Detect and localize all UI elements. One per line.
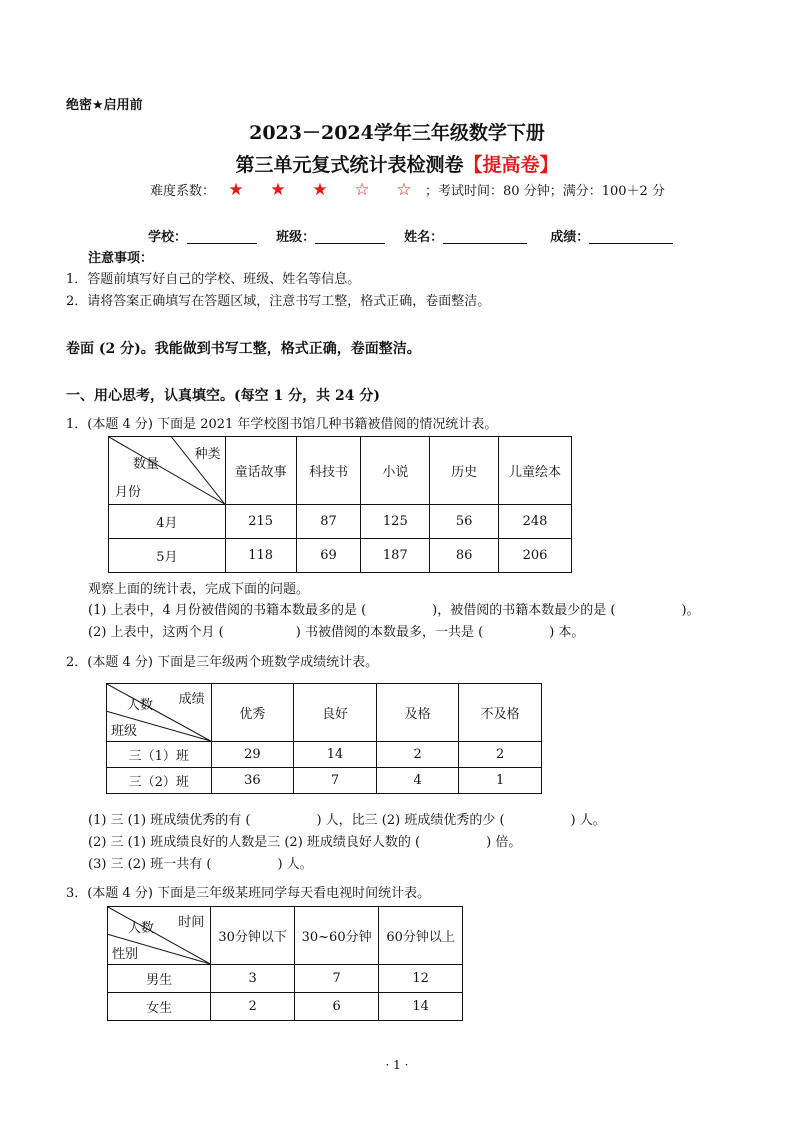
corner-cell bbox=[109, 437, 226, 505]
corner-cell bbox=[107, 684, 212, 742]
column-header: 不及格 bbox=[459, 684, 542, 742]
table-cell: 14 bbox=[294, 742, 377, 768]
corner-top-label: 成绩 bbox=[178, 692, 205, 707]
table-row bbox=[107, 768, 542, 794]
corner-mid-label: 数量 bbox=[133, 457, 160, 472]
class-field[interactable] bbox=[315, 229, 385, 244]
q1-sub2-text: ) 书被借阅的本数最多，一共是 ( bbox=[295, 625, 484, 640]
table-cell: 2 bbox=[376, 742, 459, 768]
table-cell: 69 bbox=[296, 539, 361, 573]
q2-sub2 bbox=[88, 831, 521, 850]
column-header: 儿童绘本 bbox=[499, 437, 572, 505]
table-cell: 4 bbox=[376, 768, 459, 794]
star-outline-icon: ☆ bbox=[396, 180, 412, 200]
name-label: 姓名： bbox=[404, 230, 444, 245]
corner-bottom-label: 性别 bbox=[112, 947, 139, 962]
exam-title: 2023－2024学年三年级数学下册 bbox=[249, 122, 545, 144]
table-row bbox=[109, 505, 572, 539]
table-cell: 1 bbox=[459, 768, 542, 794]
column-header: 60分钟以上 bbox=[379, 907, 463, 965]
row-label: 三（2）班 bbox=[107, 768, 212, 794]
column-header: 小说 bbox=[361, 437, 430, 505]
column-header: 童话故事 bbox=[225, 437, 296, 505]
score-label: 成绩： bbox=[550, 230, 590, 245]
q2-sub1-text: ) 人。 bbox=[570, 813, 606, 828]
row-label: 三（1）班 bbox=[107, 742, 212, 768]
q1-sub1 bbox=[88, 599, 700, 618]
row-label: 男生 bbox=[108, 965, 211, 993]
page-number: · 1 · bbox=[385, 1058, 409, 1072]
score-field[interactable] bbox=[589, 229, 673, 244]
table-cell: 118 bbox=[225, 539, 296, 573]
exam-subtitle bbox=[0, 150, 794, 177]
table-cell: 2 bbox=[459, 742, 542, 768]
note-item: 2．请将答案正确填写在答题区域，注意书写工整，格式正确，卷面整洁。 bbox=[66, 294, 491, 309]
q2-table bbox=[106, 683, 542, 794]
table-cell: 86 bbox=[430, 539, 499, 573]
q2-sub2-text: ) 倍。 bbox=[486, 835, 522, 850]
star-icon: ★ bbox=[270, 180, 286, 200]
table-cell: 215 bbox=[225, 505, 296, 539]
table-cell: 2 bbox=[211, 993, 295, 1021]
q2-sub1-text: ) 人，比三 (2) 班成绩优秀的少 ( bbox=[316, 813, 505, 828]
star-outline-icon: ☆ bbox=[354, 180, 370, 200]
table-row bbox=[108, 965, 463, 993]
q1-sub1-text: )。 bbox=[681, 603, 700, 618]
q1-sub2-text: ) 本。 bbox=[549, 625, 585, 640]
name-field[interactable] bbox=[443, 229, 527, 244]
column-header: 30分钟以下 bbox=[211, 907, 295, 965]
table-row bbox=[107, 742, 542, 768]
star-icon: ★ bbox=[312, 180, 328, 200]
table-row bbox=[109, 539, 572, 573]
column-header: 科技书 bbox=[296, 437, 361, 505]
row-label: 女生 bbox=[108, 993, 211, 1021]
q2-sub2-text: (2) 三 (1) 班成绩良好的人数是三 (2) 班成绩良好人数的 ( bbox=[88, 835, 421, 850]
q1-stem: 1．(本题 4 分) 下面是 2021 年学校图书馆几种书籍被借阅的情况统计表。 bbox=[66, 417, 498, 432]
q2-sub3-text: ) 人。 bbox=[277, 857, 313, 872]
table-cell: 36 bbox=[211, 768, 294, 794]
corner-mid-label: 人数 bbox=[128, 921, 155, 936]
star-icon: ★ bbox=[228, 180, 244, 200]
table-cell: 7 bbox=[295, 965, 379, 993]
corner-mid-label: 人数 bbox=[127, 698, 154, 713]
table-cell: 3 bbox=[211, 965, 295, 993]
school-label: 学校： bbox=[148, 230, 188, 245]
q1-sub1-text: )，被借阅的书籍本数最少的是 ( bbox=[432, 603, 616, 618]
table-cell: 6 bbox=[295, 993, 379, 1021]
column-header: 30~60分钟 bbox=[295, 907, 379, 965]
table-cell: 248 bbox=[499, 505, 572, 539]
q2-stem: 2．(本题 4 分) 下面是三年级两个班数学成绩统计表。 bbox=[66, 655, 379, 670]
table-cell: 125 bbox=[361, 505, 430, 539]
table-cell: 29 bbox=[211, 742, 294, 768]
table-row bbox=[108, 993, 463, 1021]
q1-sub1-text: (1) 上表中，4 月份被借阅的书籍本数最多的是 ( bbox=[88, 603, 367, 618]
q1-observe: 观察上面的统计表，完成下面的问题。 bbox=[88, 582, 310, 597]
corner-cell bbox=[108, 907, 211, 965]
q1-sub2 bbox=[88, 621, 584, 640]
q1-sub2-text: (2) 上表中，这两个月 ( bbox=[88, 625, 224, 640]
section-heading: 一、用心思考，认真填空。(每空 1 分，共 24 分) bbox=[66, 388, 380, 404]
notes-heading: 注意事项： bbox=[88, 251, 154, 266]
note-item: 1．答题前填写好自己的学校、班级、姓名等信息。 bbox=[66, 272, 361, 287]
row-label: 4月 bbox=[109, 505, 226, 539]
q2-sub1-text: (1) 三 (1) 班成绩优秀的有 ( bbox=[88, 813, 251, 828]
table-cell: 206 bbox=[499, 539, 572, 573]
corner-bottom-label: 班级 bbox=[111, 724, 138, 739]
table-cell: 12 bbox=[379, 965, 463, 993]
subtitle-main: 第三单元复式统计表检测卷 bbox=[235, 154, 464, 176]
q2-sub3 bbox=[88, 853, 313, 872]
q1-table bbox=[108, 436, 572, 573]
difficulty-row bbox=[150, 180, 665, 200]
school-field[interactable] bbox=[187, 229, 257, 244]
table-cell: 87 bbox=[296, 505, 361, 539]
column-header: 优秀 bbox=[211, 684, 294, 742]
neatness-statement: 卷面 (2 分)。我能做到书写工整，格式正确，卷面整洁。 bbox=[66, 341, 421, 357]
q2-sub1 bbox=[88, 809, 606, 828]
column-header: 及格 bbox=[376, 684, 459, 742]
q2-sub3-text: (3) 三 (2) 班一共有 ( bbox=[88, 857, 212, 872]
column-header: 良好 bbox=[294, 684, 377, 742]
subtitle-tag: 【提高卷】 bbox=[463, 154, 559, 176]
difficulty-label: 难度系数： bbox=[150, 184, 216, 199]
q3-table bbox=[107, 906, 463, 1021]
exam-info: ；考试时间：80 分钟；满分：100＋2 分 bbox=[425, 184, 665, 199]
table-cell: 14 bbox=[379, 993, 463, 1021]
corner-top-label: 种类 bbox=[194, 447, 221, 462]
row-label: 5月 bbox=[109, 539, 226, 573]
info-fields bbox=[148, 226, 673, 245]
table-cell: 56 bbox=[430, 505, 499, 539]
corner-bottom-label: 月份 bbox=[115, 485, 142, 500]
table-cell: 7 bbox=[294, 768, 377, 794]
table-cell: 187 bbox=[361, 539, 430, 573]
column-header: 历史 bbox=[430, 437, 499, 505]
q3-stem: 3．(本题 4 分) 下面是三年级某班同学每天看电视时间统计表。 bbox=[66, 886, 431, 901]
class-label: 班级： bbox=[276, 230, 316, 245]
corner-top-label: 时间 bbox=[178, 915, 205, 930]
secret-label: 绝密★启用前 bbox=[66, 98, 143, 113]
